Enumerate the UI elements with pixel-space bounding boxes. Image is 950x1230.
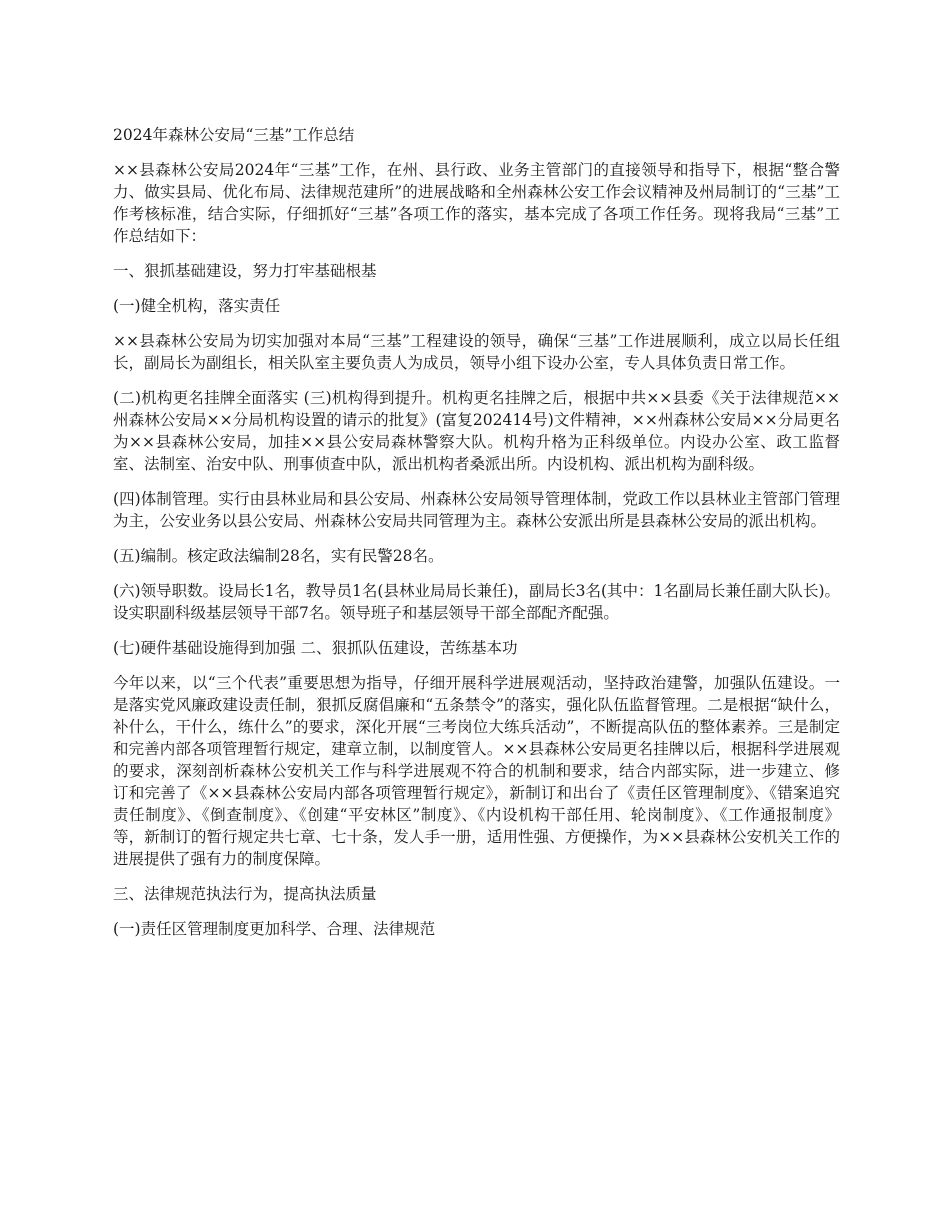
section-heading-1: 一、狠抓基础建设，努力打牢基础根基: [113, 262, 377, 280]
document-body: [113, 124, 840, 953]
paragraph-staffing: (五)编制。核定政法编制28名，实有民警28名。: [113, 547, 444, 565]
subsection-heading-3-1: (一)责任区管理制度更加科学、合理、法律规范: [113, 920, 436, 938]
paragraph-management-system: (四)体制管理。实行由县林业局和县公安局、州森林公安局领导管理体制，党政工作以县林业主管部门管理为主，公安业务以县公安局、州森林公安局共同管理为主。森林公安派出所是县森林公安局的派出机构。: [113, 490, 840, 530]
paragraph-facilities-and-section-2: (七)硬件基础设施得到加强 二、狠抓队伍建设，苦练基本功: [113, 639, 518, 657]
paragraph-renaming: (二)机构更名挂牌全面落实 (三)机构得到提升。机构更名挂牌之后，根据中共××县委《关于法律规范××州森林公安局××分局机构设置的请示的批复》(富复202414号)文件精神，××州森林公安局××分局更名为××县森林公安局，加挂××县公安局森林警察大队。机构升格为正科级单位。内设办公室、政工监督室、法制室、治安中队、刑事侦查中队，派出机构者桑派出所。内设机构、派出机构为副科级。: [113, 389, 840, 473]
section-heading-3: 三、法律规范执法行为，提高执法质量: [113, 885, 377, 903]
document-title: 2024年森林公安局“三基”工作总结: [113, 126, 355, 144]
paragraph-team-building: 今年以来，以“三个代表”重要思想为指导，仔细开展科学进展观活动，坚持政治建警，加强队伍建设。一是落实党风廉政建设责任制，狠抓反腐倡廉和“五条禁令”的落实，强化队伍监督管理。二是根据“缺什么，补什么，干什么，练什么”的要求，深化开展“三考岗位大练兵活动”，不断提高队伍的整体素养。三是制定和完善内部各项管理暂行规定，建章立制，以制度管人。××县森林公安局更名挂牌以后，根据科学进展观的要求，深刻剖析森林公安机关工作与科学进展观不符合的机制和要求，结合内部实际，进一步建立、修订和完善了《××县森林公安局内部各项管理暂行规定》，新制订和出台了《责任区管理制度》、《错案追究责任制度》、《倒查制度》、《创建“平安林区”制度》、《内设机构干部任用、轮岗制度》、《工作通报制度》等，新制订的暂行规定共七章、七十条，发人手一册，适用性强、方便操作，为××县森林公安机关工作的进展提供了强有力的制度保障。: [113, 674, 840, 868]
paragraph-intro: ××县森林公安局2024年“三基”工作，在州、县行政、业务主管部门的直接领导和指导下，根据“整合警力、做实县局、优化布局、法律规范建所”的进展战略和全州森林公安工作会议精神及州局制订的“三基”工作考核标准，结合实际，仔细抓好“三基”各项工作的落实，基本完成了各项工作任务。现将我局“三基”工作总结如下：: [113, 161, 840, 245]
subsection-heading-1-1: (一)健全机构，落实责任: [113, 297, 281, 315]
paragraph-leadership: (六)领导职数。设局长1名，教导员1名(县林业局局长兼任)，副局长3名(其中：1名副局长兼任副大队长)。设实职副科级基层领导干部7名。领导班子和基层领导干部全部配齐配强。: [113, 582, 840, 622]
paragraph-organization: ××县森林公安局为切实加强对本局“三基”工程建设的领导，确保“三基”工作进展顺利，成立以局长任组长，副局长为副组长，相关队室主要负责人为成员，领导小组下设办公室，专人具体负责日常工作。: [113, 332, 840, 372]
